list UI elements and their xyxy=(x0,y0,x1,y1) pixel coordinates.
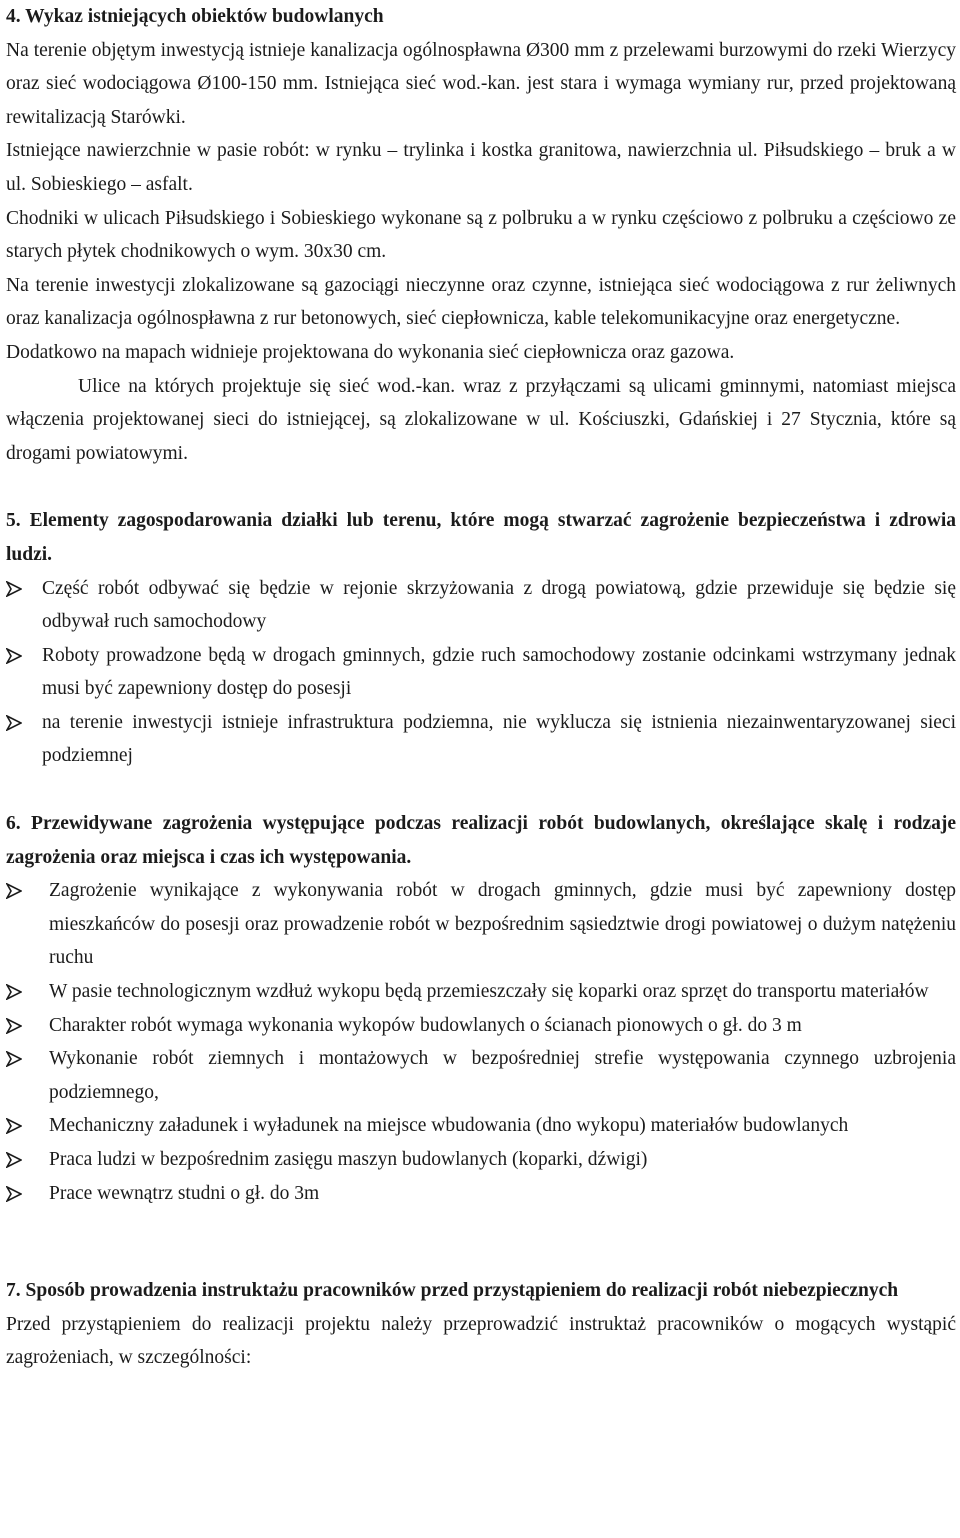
section-6 xyxy=(6,807,956,1210)
list-item xyxy=(6,1143,956,1177)
section-5-list xyxy=(6,572,956,774)
section-7-paragraph-1: Przed przystąpieniem do realizacji projektu należy przeprowadzić instruktaż pracowników o mogących wystąpić zagrożeniach, w szczególności: xyxy=(6,1313,956,1369)
list-item xyxy=(6,706,956,773)
list-item xyxy=(6,572,956,639)
arrow-bullet-icon xyxy=(6,984,22,1000)
list-item xyxy=(6,975,956,1009)
section-4-paragraph-6: Ulice na których projektuje się sieć wod.-kan. wraz z przyłączami są ulicami gminnymi, natomiast miejsca włączenia projektowanej sieci do istniejącej, są zlokalizowane w ul. Kościuszki, Gdańskiej i 27 Stycznia, które są drogami powiatowymi. xyxy=(6,375,956,464)
section-7 xyxy=(6,1274,956,1375)
list-item xyxy=(6,639,956,706)
list-item xyxy=(6,874,956,975)
section-4-heading: 4. Wykaz istniejących obiektów budowlanych xyxy=(6,6,384,27)
list-item-text: W pasie technologicznym wzdłuż wykopu będą przemieszczały się koparki oraz sprzęt do transportu materiałów xyxy=(49,981,929,1003)
section-5 xyxy=(6,504,956,773)
spacer xyxy=(6,470,956,504)
arrow-bullet-icon xyxy=(6,1118,22,1134)
section-7-heading: 7. Sposób prowadzenia instruktażu pracowników przed przystąpieniem do realizacji robót niebezpiecznych xyxy=(6,1280,899,1302)
list-item-text: Praca ludzi w bezpośrednim zasięgu maszyn budowlanych (koparki, dźwigi) xyxy=(49,1149,648,1170)
section-6-list xyxy=(6,874,956,1210)
arrow-bullet-icon xyxy=(6,715,22,731)
list-item xyxy=(6,1042,956,1109)
section-4-paragraph-2: Istniejące nawierzchnie w pasie robót: w rynku – trylinka i kostka granitowa, nawierzchnia ul. Piłsudskiego – bruk a w ul. Sobieskiego – asfalt. xyxy=(6,140,956,195)
list-item-text: Mechaniczny załadunek i wyładunek na miejsce wbudowania (dno wykopu) materiałów budowlanych xyxy=(49,1115,849,1137)
arrow-bullet-icon xyxy=(6,1152,22,1168)
list-item-text: Część robót odbywać się będzie w rejonie skrzyżowania z drogą powiatową, gdzie przewiduje się będzie się odbywał ruch samochodowy xyxy=(42,577,956,633)
list-item xyxy=(6,1109,956,1143)
section-4-paragraph-4: Na terenie inwestycji zlokalizowane są gazociągi nieczynne oraz czynne, istniejąca sieć wodociągowa z rur żeliwnych oraz kanalizacja ogólnospławna z rur betonowych, sieć ciepłownicza, kable telekomunikacyjne oraz energetyczne. xyxy=(6,274,956,330)
section-4 xyxy=(6,0,956,470)
list-item-text: Charakter robót wymaga wykonania wykopów budowlanych o ścianach pionowych o gł. do 3 m xyxy=(49,1014,802,1036)
list-item xyxy=(6,1177,956,1211)
section-4-paragraph-5: Dodatkowo na mapach widnieje projektowana do wykonania sieć ciepłownicza oraz gazowa. xyxy=(6,341,735,363)
list-item-text: na terenie inwestycji istnieje infrastruktura podziemna, nie wyklucza się istnienia niezainwentaryzowanej sieci podziemnej xyxy=(42,711,956,767)
list-item-text: Wykonanie robót ziemnych i montażowych w bezpośredniej strefie występowania czynnego uzbrojenia podziemnego, xyxy=(49,1048,956,1103)
arrow-bullet-icon xyxy=(6,648,22,664)
arrow-bullet-icon xyxy=(6,581,22,597)
arrow-bullet-icon xyxy=(6,883,22,899)
section-4-paragraph-3: Chodniki w ulicach Piłsudskiego i Sobieskiego wykonane są z polbruku a w rynku częściowo z polbruku a częściowo ze starych płytek chodnikowych o wym. 30x30 cm. xyxy=(6,207,956,263)
arrow-bullet-icon xyxy=(6,1051,22,1067)
section-6-heading: 6. Przewidywane zagrożenia występujące podczas realizacji robót budowlanych, określające skalę i rodzaje zagrożenia oraz miejsca i czas ich występowania. xyxy=(6,813,956,868)
spacer xyxy=(6,773,956,807)
section-4-paragraph-1: Na terenie objętym inwestycją istnieje kanalizacja ogólnospławna Ø300 mm z przelewami burzowymi do rzeki Wierzycy oraz sieć wodociągowa Ø100-150 mm. Istniejąca sieć wod.-kan. jest stara i wymaga wymiany rur, przed projektowaną rewitalizacją Starówki. xyxy=(6,39,956,128)
arrow-bullet-icon xyxy=(6,1018,22,1034)
list-item xyxy=(6,1009,956,1043)
list-item-text: Prace wewnątrz studni o gł. do 3m xyxy=(49,1182,320,1204)
arrow-bullet-icon xyxy=(6,1186,22,1202)
section-5-heading: 5. Elementy zagospodarowania działki lub terenu, które mogą stwarzać zagrożenie bezpieczeństwa i zdrowia ludzi. xyxy=(6,510,956,565)
list-item-text: Roboty prowadzone będą w drogach gminnych, gdzie ruch samochodowy zostanie odcinkami wstrzymany jednak musi być zapewniony dostęp do posesji xyxy=(42,644,956,700)
list-item-text: Zagrożenie wynikające z wykonywania robót w drogach gminnych, gdzie musi być zapewniony dostęp mieszkańców do posesji oraz prowadzenie robót w bezpośrednim sąsiedztwie drogi powiatowej o dużym natężeniu ruchu xyxy=(49,880,956,969)
spacer xyxy=(6,1210,956,1274)
